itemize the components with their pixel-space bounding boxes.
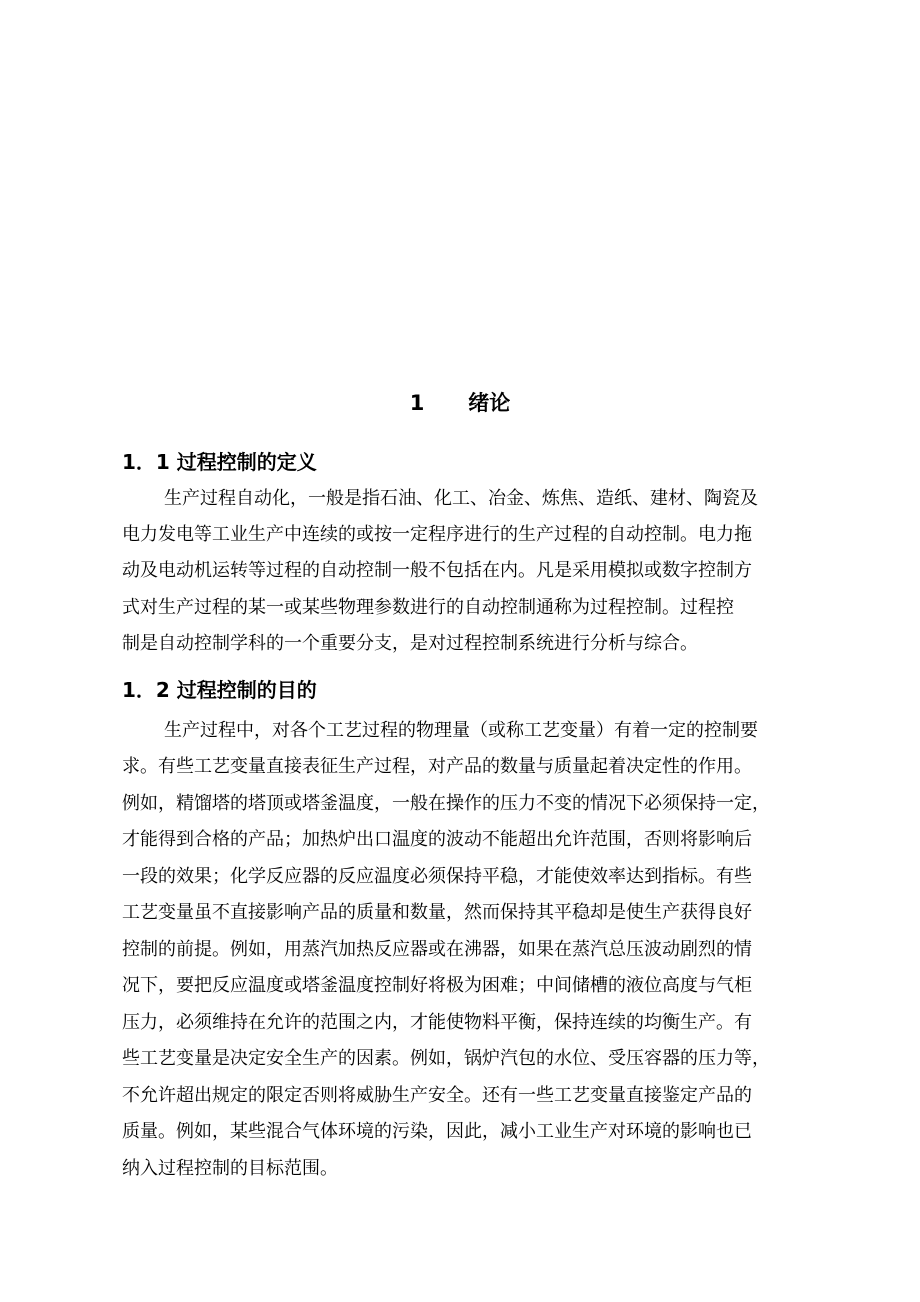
paragraph-line: 些工艺变量是决定安全生产的因素。例如，锅炉汽包的水位、受压容器的压力等， [122,1048,770,1069]
paragraph-line: 求。有些工艺变量直接表征生产过程，对产品的数量与质量起着决定性的作用。 [122,756,752,777]
paragraph-line: 式对生产过程的某一或某些物理参数进行的自动控制通称为过程控制。过程控 [122,597,734,618]
paragraph-line: 不允许超出规定的限定否则将威胁生产安全。还有一些工艺变量直接鉴定产品的 [122,1085,752,1106]
section-heading-1-1: 1．1 过程控制的定义 [122,450,317,474]
paragraph-line: 质量。例如，某些混合气体环境的污染，因此，减小工业生产对环境的影响也已 [122,1121,752,1142]
paragraph-line: 控制的前提。例如，用蒸汽加热反应器或在沸器，如果在蒸汽总压波动剧烈的情 [122,939,752,960]
paragraph-line: 压力，必须维持在允许的范围之内，才能使物料平衡，保持连续的均衡生产。有 [122,1012,752,1033]
paragraph-line: 生产过程中，对各个工艺过程的物理量（或称工艺变量）有着一定的控制要 [164,720,758,741]
paragraph-line: 才能得到合格的产品；加热炉出口温度的波动不能超出允许范围，否则将影响后 [122,829,752,850]
section-heading-1-2: 1．2 过程控制的目的 [122,678,317,702]
paragraph-line: 生产过程自动化，一般是指石油、化工、冶金、炼焦、造纸、建材、陶瓷及 [164,488,758,509]
paragraph-line: 动及电动机运转等过程的自动控制一般不包括在内。凡是采用模拟或数字控制方 [122,560,752,581]
paragraph-line: 例如，精馏塔的塔顶或塔釜温度，一般在操作的压力不变的情况下必须保持一定， [122,793,770,814]
paragraph-line: 纳入过程控制的目标范围。 [122,1158,338,1179]
paragraph-line: 一段的效果；化学反应器的反应温度必须保持平稳，才能使效率达到指标。有些 [122,866,752,887]
paragraph-line: 工艺变量虽不直接影响产品的质量和数量，然而保持其平稳却是使生产获得良好 [122,902,752,923]
paragraph-line: 制是自动控制学科的一个重要分支，是对过程控制系统进行分析与综合。 [122,633,698,654]
paragraph-line: 电力发电等工业生产中连续的或按一定程序进行的生产过程的自动控制。电力拖 [122,524,752,545]
chapter-title: 1 绪论 [409,391,511,415]
paragraph-line: 况下，要把反应温度或塔釜温度控制好将极为困难；中间储槽的液位高度与气柜 [122,975,752,996]
